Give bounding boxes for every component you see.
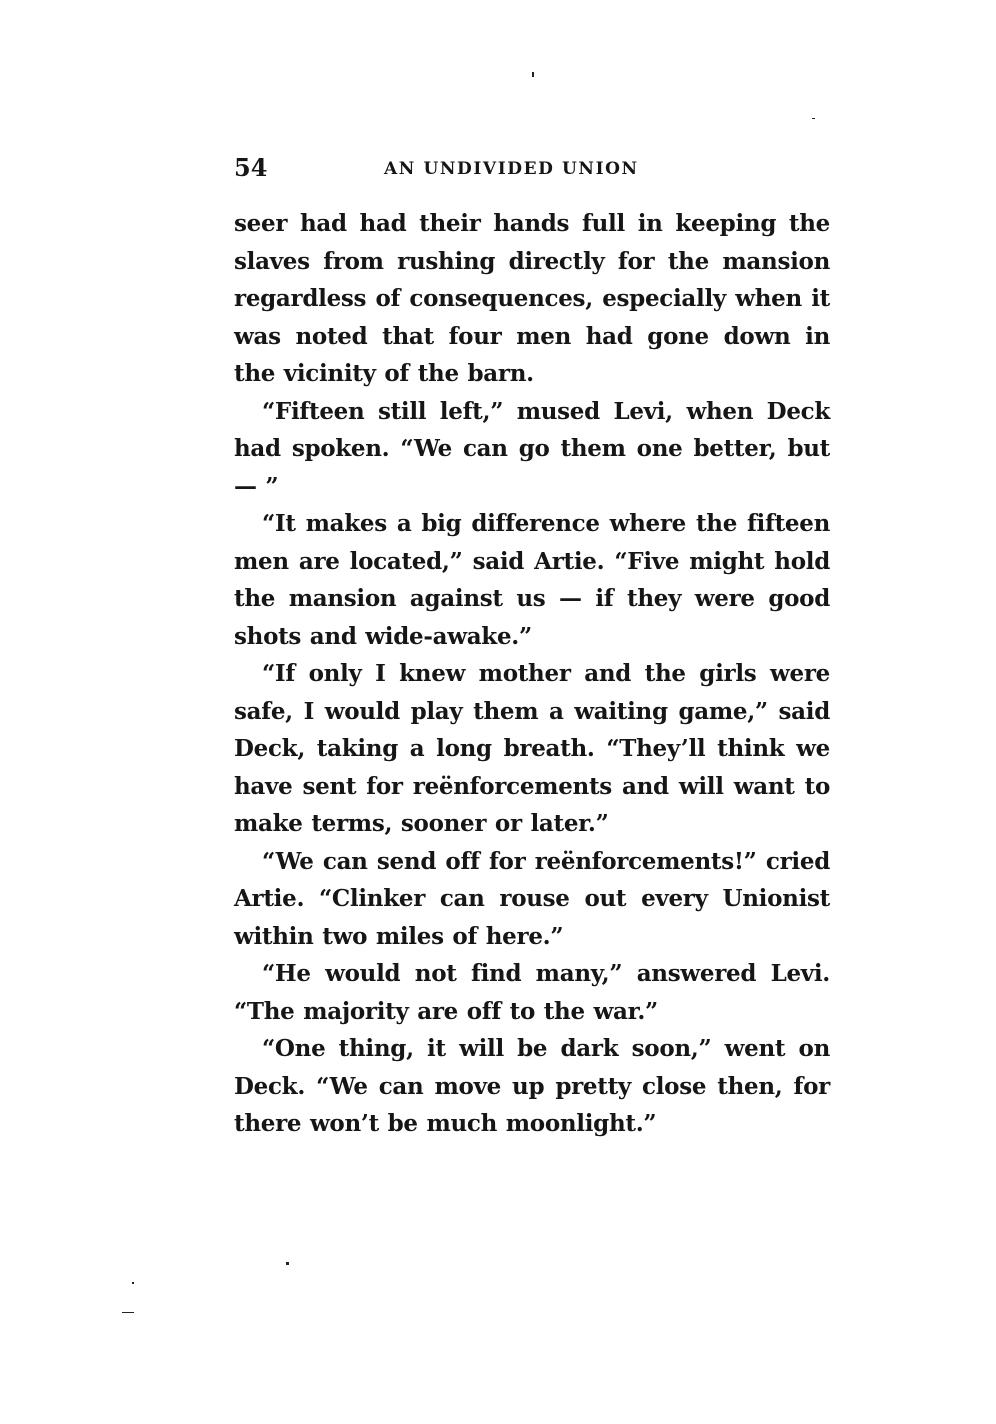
body-text <box>234 205 830 1143</box>
paragraph: “We can send off for reënforcements!” cried Artie. “Clinker can rouse out every Unionist within two miles of here.” <box>234 847 830 950</box>
paragraph: “Fifteen still left,” mused Levi, when Deck had spoken. “We can go them one better, but — ” <box>234 397 830 500</box>
running-head <box>234 152 830 184</box>
paragraph: “One thing, it will be dark soon,” went on Deck. “We can move up pretty close then, for there won’t be much moonlight.” <box>234 1035 830 1137</box>
scan-speck <box>132 1282 134 1284</box>
running-title: AN UNDIVIDED UNION <box>384 159 639 179</box>
page-number: 54 <box>234 153 268 182</box>
scan-speck <box>122 1312 134 1313</box>
scan-speck <box>812 118 815 119</box>
paragraph: “If only I knew mother and the girls were safe, I would play them a waiting game,” said Deck, taking a long breath. “They’ll think we have sent for reënforcements and will want to make terms, sooner or later.” <box>234 660 830 837</box>
scan-speck <box>286 1262 289 1265</box>
scan-speck <box>532 72 534 77</box>
paragraph: “He would not find many,” answered Levi. “The majority are off to the war.” <box>234 960 830 1025</box>
paragraph: seer had had their hands full in keeping the slaves from rushing directly for the mansion regardless of consequences, especially when it was noted that four men had gone down in the vicinity of the barn. <box>234 210 830 387</box>
paragraph: “It makes a big difference where the fifteen men are located,” said Artie. “Five might hold the mansion against us — if they were good shots and wide-awake.” <box>234 510 830 650</box>
